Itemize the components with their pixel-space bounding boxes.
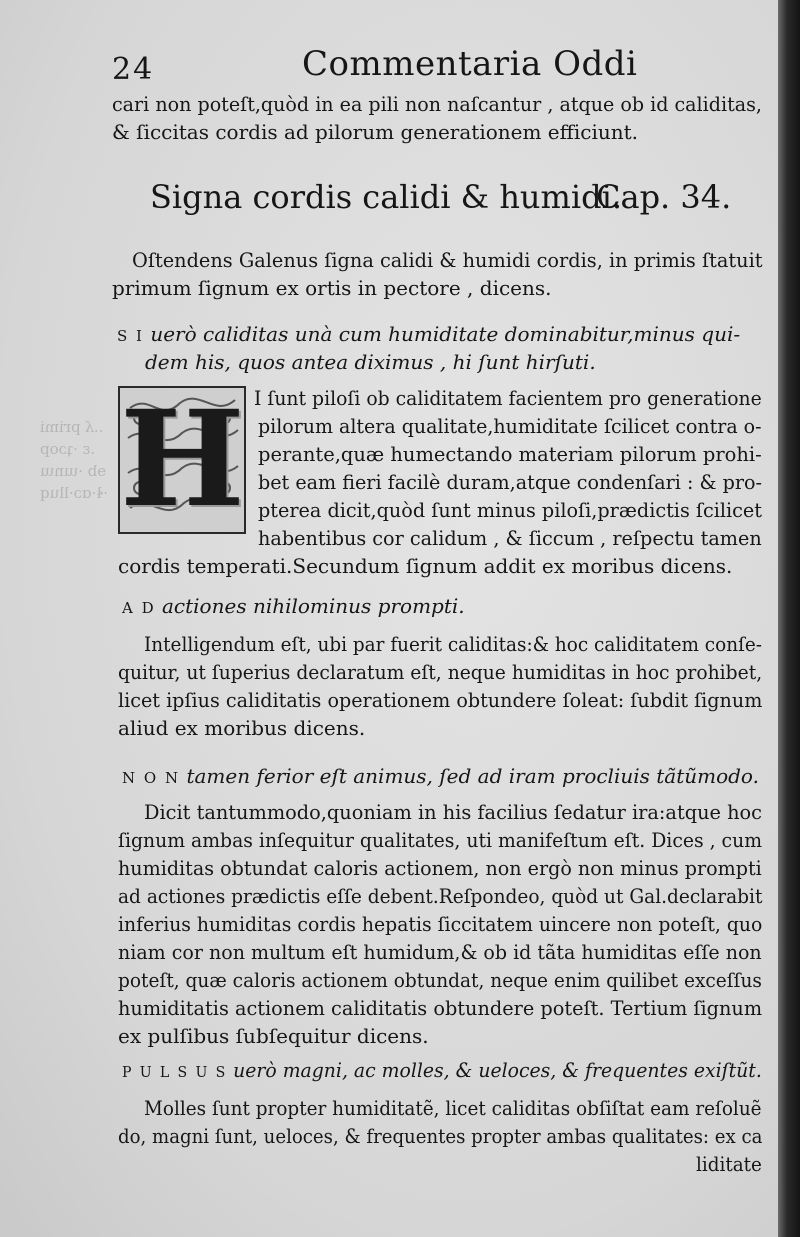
text-line: do, magni ſunt, ueloces, & frequentes propter ambas qualitates: ex ca [118,1124,763,1148]
quotation-initial: N O N [122,769,181,787]
show-through-text: .ɛ ·ʇɔop [40,440,96,458]
show-through-text: ..ʎ primi [40,418,104,436]
chapter-number: Cap. 34. [596,178,732,216]
text-line: Oſtendens Galenus ſigna calidi & humidi cordis, in primis ſtatuit [132,248,763,272]
text-line: niam cor non multum eſt humidum,& ob id tãta humiditas eſſe non [118,940,762,964]
text-line: pterea dicit,quòd ſunt minus piloſi,prædictis ſcilicet [258,498,763,522]
text-line: Dicit tantummodo,quoniam in his facilius ſedatur ira:atque hoc [144,800,762,824]
quotation-line [122,592,465,622]
decorated-initial [118,382,246,537]
text-line: cordis temperati.Secundum ſignum addit ex moribus dicens. [118,554,733,578]
text-line: licet ipſius caliditatis operationem obtundere ſoleat: ſubdit ſignum [118,688,763,712]
show-through-text: ɘb ·ɯnɯ [40,462,107,480]
text-line: aliud ex moribus dicens. [118,716,366,740]
quotation-line [122,762,759,792]
dropcap-letter: H [120,382,245,537]
text-line: bet eam fieri facilè duram,atque condenſari : & pro- [258,470,762,494]
text-line: habentibus cor calidum , & ſiccum , reſpectu tamen [258,526,762,550]
quotation-initial: A D [122,599,156,617]
text-line: perante,quæ humectando materiam pilorum prohi- [258,442,762,466]
page-edge-shadow [778,0,800,1237]
quotation-line [117,320,740,350]
quotation-line: dem his, quos antea diximus , hi ſunt hirſuti. [145,350,596,374]
quotation-initial: P U L S U S [122,1063,228,1081]
text-line: ex pulſibus ſubſequitur dicens. [118,1024,429,1048]
quotation-text: uerò caliditas unà cum humiditate dominabitur,minus qui- [150,322,741,346]
quotation-line [122,1056,762,1086]
quotation-text: tamen ferior eſt animus, ſed ad iram procliuis tãtũmodo. [186,764,759,788]
text-line: primum ſignum ex ortis in pectore , dicens. [112,276,552,300]
chapter-title: Signa cordis calidi & humidi. [150,178,622,216]
text-line: poteſt, quæ caloris actionem obtundat, neque enim quilibet exceſſus [118,968,762,992]
text-line: cari non poteſt,quòd in ea pili non naſcantur , atque ob id caliditas, [112,92,762,116]
text-line: quitur, ut ſuperius declaratum eſt, neque humiditas in hoc prohibet, [118,660,763,684]
catchword: liditate [696,1152,762,1176]
quotation-text: uerò magni, ac molles, & ueloces, & frequentes exiſtũt. [233,1058,762,1082]
text-line: Molles ſunt propter humiditatẽ, licet caliditas obſiſtat eam reſoluẽ [144,1096,762,1120]
text-line: humiditatis actionem caliditatis obtundere poteſt. Tertium ſignum [118,996,763,1020]
page-number: 24 [112,52,155,87]
quotation-text: actiones nihilominus prompti. [162,594,465,618]
page-header [112,44,672,90]
text-line: I ſunt piloſi ob caliditatem facientem pro generatione [254,386,762,410]
text-line: humiditas obtundat caloris actionem, non ergò non minus prompti [118,856,762,880]
text-line: inferius humiditas cordis hepatis ſiccitatem uincere non poteſt, quo [118,912,763,936]
running-head: Commentaria Oddi [302,44,638,84]
quotation-initial: S I [117,327,144,345]
text-line: ad actiones prædictis eſſe debent.Reſpondeo, quòd ut Gal.declarabit [118,884,763,908]
text-line: ſignum ambas inſequitur qualitates, uti manifeſtum eſt. Dices , cum [118,828,763,852]
text-line: pilorum altera qualitate,humiditate ſcilicet contra o- [258,414,762,438]
text-line: & ſiccitas cordis ad pilorum generationem efficiunt. [112,120,638,144]
show-through-text: ·ɬ·ɑɔ·lluq [40,484,108,502]
text-line: Intelligendum eſt, ubi par fuerit caliditas:& hoc caliditatem conſe- [144,632,763,656]
